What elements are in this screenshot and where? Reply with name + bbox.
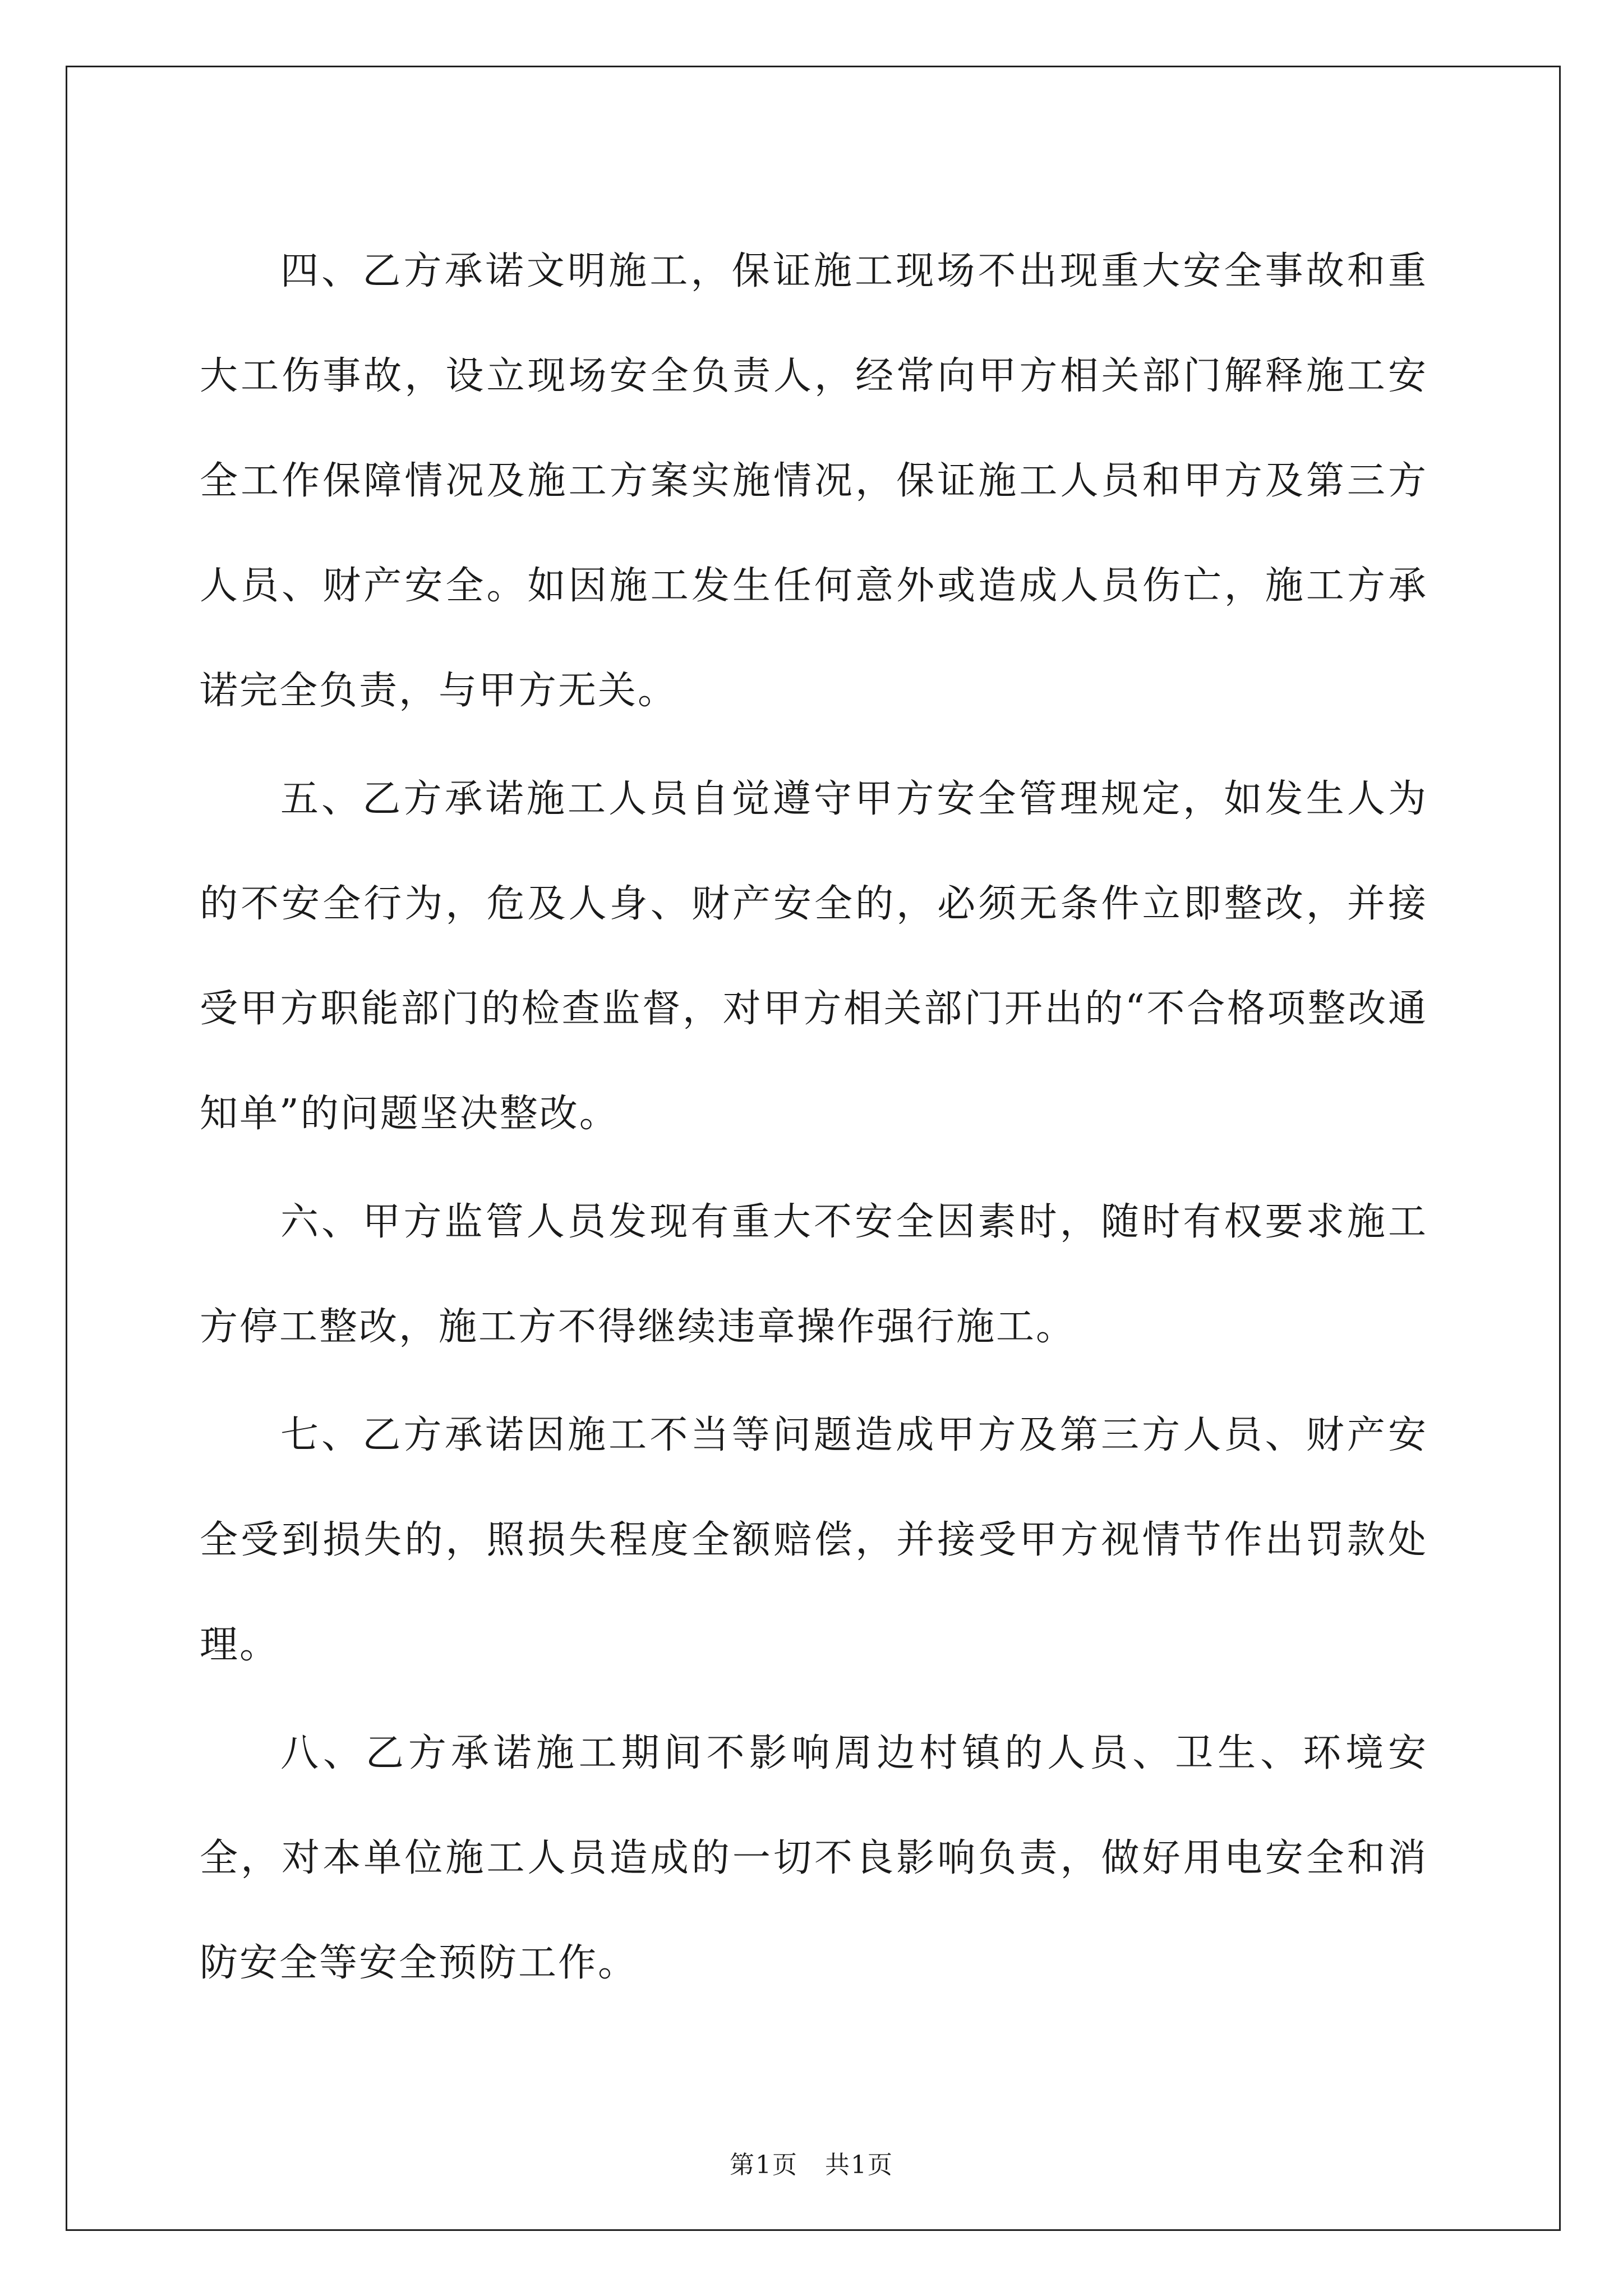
paragraph-5: 五、乙方承诺施工人员自觉遵守甲方安全管理规定，如发生人为的不安全行为，危及人身、财产安全的，必须无条件立即整改，并接受甲方职能部门的检查监督，对甲方相关部门开出的“不合格项整改通知单”的问题坚决整改。 [200, 777, 1428, 1136]
paragraph-7: 七、乙方承诺因施工不当等问题造成甲方及第三方人员、财产安全受到损失的，照损失程度全额赔偿，并接受甲方视情节作出罚款处理。 [200, 1413, 1428, 1667]
page-footer [0, 2148, 1623, 2182]
document-body [200, 219, 1428, 2019]
page-number: 第1页 [730, 2151, 798, 2179]
paragraph-6: 六、甲方监管人员发现有重大不安全因素时，随时有权要求施工方停工整改，施工方不得继续违章操作强行施工。 [200, 1200, 1428, 1349]
page-total: 共1页 [825, 2151, 893, 2179]
paragraph-4: 四、乙方承诺文明施工，保证施工现场不出现重大安全事故和重大工伤事故，设立现场安全负责人，经常向甲方相关部门解释施工安全工作保障情况及施工方案实施情况，保证施工人员和甲方及第三方人员、财产安全。如因施工发生任何意外或造成人员伤亡，施工方承诺完全负责，与甲方无关。 [200, 249, 1428, 713]
paragraph-8: 八、乙方承诺施工期间不影响周边村镇的人员、卫生、环境安全，对本单位施工人员造成的一切不良影响负责，做好用电安全和消防安全等安全预防工作。 [200, 1731, 1428, 1985]
